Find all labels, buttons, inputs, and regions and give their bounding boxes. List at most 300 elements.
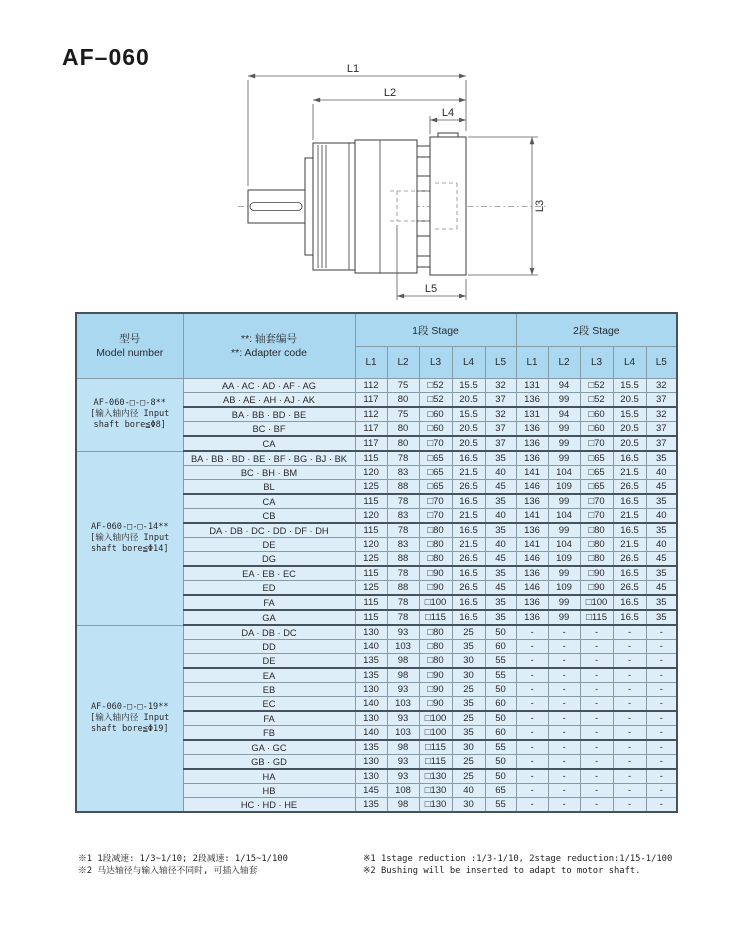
dim-value-cell: 50 (485, 769, 516, 784)
dim-value-cell: 99 (548, 494, 580, 509)
dim-value-cell: - (646, 697, 677, 712)
dim-value-cell: 37 (485, 393, 516, 408)
dim-value-cell: 75 (387, 379, 419, 393)
dim-value-cell: 94 (548, 407, 580, 422)
adapter-code-cell: BA · BB · BD · BE · BF · BG · BJ · BK (183, 451, 355, 466)
dim-value-cell: 125 (355, 581, 387, 596)
dim-value-cell: - (580, 654, 613, 669)
dim-value-cell: 135 (355, 740, 387, 755)
dim-value-cell: - (646, 711, 677, 726)
dim-value-cell: - (548, 784, 580, 798)
adapter-code-cell: FB (183, 726, 355, 741)
dim-value-cell: □90 (419, 697, 452, 712)
dim-value-cell: 26.5 (452, 480, 485, 495)
dim-value-cell: 35 (485, 610, 516, 625)
header-s2-l1: L1 (516, 347, 548, 379)
adapter-code-cell: AA · AC · AD · AF · AG (183, 379, 355, 393)
dim-value-cell: - (580, 711, 613, 726)
adapter-code-cell: CA (183, 436, 355, 451)
dim-value-cell: 35 (646, 566, 677, 581)
dim-value-cell: 93 (387, 769, 419, 784)
header-s1-l1: L1 (355, 347, 387, 379)
dim-value-cell: 16.5 (613, 494, 646, 509)
dim-value-cell: 83 (387, 466, 419, 480)
dim-value-cell: □65 (580, 480, 613, 495)
dim-value-cell: □65 (580, 466, 613, 480)
dim-value-cell: - (580, 697, 613, 712)
dim-value-cell: 21.5 (452, 538, 485, 552)
dim-value-cell: □80 (419, 523, 452, 538)
adapter-code-cell: CB (183, 509, 355, 524)
table-row (76, 451, 677, 466)
dim-value-cell: 109 (548, 480, 580, 495)
dim-value-cell: 16.5 (613, 451, 646, 466)
dim-value-cell: 99 (548, 610, 580, 625)
dim-value-cell: - (580, 625, 613, 640)
adapter-code-cell: DD (183, 640, 355, 654)
dim-value-cell: □90 (419, 668, 452, 683)
dim-value-cell: 104 (548, 466, 580, 480)
dim-value-cell: 125 (355, 552, 387, 567)
adapter-code-cell: CA (183, 494, 355, 509)
dim-value-cell: □80 (419, 538, 452, 552)
dim-value-cell: 40 (485, 466, 516, 480)
header-adapter-cn: **: 轴套编号 (240, 333, 297, 345)
dim-value-cell: 135 (355, 668, 387, 683)
dim-value-cell: □115 (580, 610, 613, 625)
dim-value-cell: - (646, 668, 677, 683)
dim-value-cell: □100 (419, 595, 452, 610)
dim-value-cell: 135 (355, 798, 387, 813)
dim-value-cell: 45 (646, 552, 677, 567)
adapter-code-cell: BA · BB · BD · BE (183, 407, 355, 422)
dim-value-cell: - (613, 654, 646, 669)
dim-value-cell: 37 (646, 422, 677, 437)
dim-value-cell: - (613, 798, 646, 813)
dim-label-l3: L3 (534, 199, 546, 213)
dim-value-cell: 80 (387, 393, 419, 408)
dim-value-cell: 15.5 (452, 407, 485, 422)
dim-value-cell: 117 (355, 436, 387, 451)
adapter-code-cell: DG (183, 552, 355, 567)
adapter-code-cell: ED (183, 581, 355, 596)
dim-value-cell: 130 (355, 625, 387, 640)
dim-value-cell: 40 (646, 509, 677, 524)
dim-value-cell: 88 (387, 581, 419, 596)
dim-value-cell: 115 (355, 566, 387, 581)
dim-value-cell: 25 (452, 711, 485, 726)
dim-value-cell: 35 (452, 697, 485, 712)
dim-value-cell: 35 (646, 451, 677, 466)
dim-label-l5: L5 (424, 283, 438, 295)
dim-value-cell: 21.5 (613, 509, 646, 524)
dim-value-cell: 131 (516, 407, 548, 422)
dim-value-cell: 15.5 (613, 379, 646, 393)
dim-value-cell: 94 (548, 379, 580, 393)
dim-value-cell: 104 (548, 538, 580, 552)
dim-value-cell: 32 (646, 379, 677, 393)
dim-value-cell: 78 (387, 566, 419, 581)
dim-value-cell: 50 (485, 683, 516, 697)
dim-value-cell: □70 (580, 509, 613, 524)
dim-value-cell: 115 (355, 494, 387, 509)
dim-value-cell: 135 (355, 654, 387, 669)
dim-value-cell: 78 (387, 610, 419, 625)
dim-value-cell: □65 (419, 466, 452, 480)
dim-value-cell: 32 (485, 407, 516, 422)
dim-value-cell: 35 (646, 595, 677, 610)
dim-value-cell: 112 (355, 407, 387, 422)
dim-value-cell: □70 (419, 494, 452, 509)
dim-value-cell: - (613, 726, 646, 741)
dim-value-cell: 16.5 (452, 566, 485, 581)
dim-value-cell: - (548, 769, 580, 784)
header-stage1: 1段 Stage (355, 313, 516, 347)
dim-value-cell: 26.5 (613, 480, 646, 495)
dim-label-l1: L1 (346, 63, 360, 75)
dim-value-cell: 16.5 (452, 494, 485, 509)
dim-value-cell: - (516, 798, 548, 813)
dim-value-cell: 50 (485, 711, 516, 726)
dim-value-cell: 32 (485, 379, 516, 393)
adapter-code-cell: GA · GC (183, 740, 355, 755)
dim-value-cell: □80 (580, 552, 613, 567)
dim-value-cell: □130 (419, 798, 452, 813)
dim-value-cell: - (613, 740, 646, 755)
dim-value-cell: - (516, 784, 548, 798)
dim-value-cell: - (613, 711, 646, 726)
dim-value-cell: 109 (548, 552, 580, 567)
dim-value-cell: 37 (485, 422, 516, 437)
dim-value-cell: □70 (419, 509, 452, 524)
dim-value-cell: □65 (419, 451, 452, 466)
footnote-en-1: ※1 1stage reduction :1/3-1/10, 2stage reduction:1/15-1/100 (363, 854, 673, 864)
dim-value-cell: - (580, 640, 613, 654)
shaft-flange (305, 158, 313, 255)
header-adapter-code (183, 313, 355, 379)
dim-value-cell: □115 (419, 610, 452, 625)
dim-value-cell: □65 (580, 451, 613, 466)
adapter-code-cell: DA · DB · DC (183, 625, 355, 640)
dim-value-cell: 78 (387, 595, 419, 610)
header-s2-l2: L2 (548, 347, 580, 379)
dim-value-cell: 78 (387, 523, 419, 538)
dim-value-cell: - (613, 640, 646, 654)
dim-value-cell: - (516, 755, 548, 770)
dim-value-cell: 131 (516, 379, 548, 393)
dim-value-cell: - (516, 726, 548, 741)
dim-value-cell: 99 (548, 566, 580, 581)
dim-value-cell: 112 (355, 379, 387, 393)
dim-value-cell: 136 (516, 595, 548, 610)
footnote-en-2: ※2 Bushing will be inserted to adapt to motor shaft. (363, 866, 641, 876)
adapter-code-cell: DA · DB · DC · DD · DF · DH (183, 523, 355, 538)
header-s2-l5: L5 (646, 347, 677, 379)
model-number-cell: AF-060-□-□-8** [输入轴内径 Input shaft bore≦Φ8] (76, 379, 183, 452)
dim-value-cell: - (548, 740, 580, 755)
dim-value-cell: □70 (419, 436, 452, 451)
dim-value-cell: 75 (387, 407, 419, 422)
dim-value-cell: □52 (580, 379, 613, 393)
dim-value-cell: 60 (485, 726, 516, 741)
dim-value-cell: 30 (452, 798, 485, 813)
dim-value-cell: 136 (516, 393, 548, 408)
dim-value-cell: 15.5 (613, 407, 646, 422)
dim-value-cell: 93 (387, 625, 419, 640)
dim-value-cell: 98 (387, 654, 419, 669)
dim-label-l4: L4 (441, 107, 455, 119)
dim-value-cell: 80 (387, 422, 419, 437)
dim-value-cell: 99 (548, 422, 580, 437)
dim-value-cell: 35 (452, 640, 485, 654)
adapter-code-cell: GA (183, 610, 355, 625)
dim-value-cell: - (548, 697, 580, 712)
dim-value-cell: □52 (419, 379, 452, 393)
table-row (76, 379, 677, 393)
dim-value-cell: 37 (485, 436, 516, 451)
dim-value-cell: □80 (580, 538, 613, 552)
dim-value-cell: - (516, 740, 548, 755)
dim-value-cell: - (646, 755, 677, 770)
dim-value-cell: - (580, 798, 613, 813)
dim-value-cell: 20.5 (613, 422, 646, 437)
dim-value-cell: 141 (516, 538, 548, 552)
dim-value-cell: 15.5 (452, 379, 485, 393)
dim-value-cell: 146 (516, 552, 548, 567)
dim-value-cell: 60 (485, 640, 516, 654)
dim-value-cell: 35 (646, 494, 677, 509)
dim-value-cell: 136 (516, 451, 548, 466)
standoff-tab (417, 256, 430, 267)
dim-value-cell: 26.5 (452, 552, 485, 567)
dim-value-cell: 35 (485, 566, 516, 581)
dim-value-cell: 140 (355, 640, 387, 654)
dim-value-cell: □70 (580, 436, 613, 451)
dim-value-cell: - (548, 683, 580, 697)
dim-value-cell: 130 (355, 755, 387, 770)
dim-value-cell: 117 (355, 393, 387, 408)
dim-value-cell: 16.5 (613, 610, 646, 625)
dim-value-cell: - (613, 625, 646, 640)
adapter-code-cell: HA (183, 769, 355, 784)
dim-value-cell: 40 (452, 784, 485, 798)
adapter-code-cell: FA (183, 711, 355, 726)
dim-value-cell: 140 (355, 726, 387, 741)
dim-value-cell: 146 (516, 480, 548, 495)
dim-value-cell: □60 (580, 422, 613, 437)
dim-value-cell: 99 (548, 436, 580, 451)
dim-value-cell: - (646, 683, 677, 697)
dim-value-cell: 50 (485, 755, 516, 770)
dim-value-cell: 35 (452, 726, 485, 741)
dim-value-cell: - (516, 654, 548, 669)
dim-value-cell: 25 (452, 625, 485, 640)
dim-value-cell: 35 (485, 595, 516, 610)
header-adapter-en: **: Adapter code (231, 347, 307, 359)
dim-value-cell: 98 (387, 740, 419, 755)
dim-value-cell: 78 (387, 494, 419, 509)
header-s2-l4: L4 (613, 347, 646, 379)
dim-value-cell: 99 (548, 595, 580, 610)
dim-value-cell: 141 (516, 466, 548, 480)
gearbox-dimension-drawing (220, 58, 550, 310)
dim-value-cell: 55 (485, 740, 516, 755)
dim-value-cell: - (646, 798, 677, 813)
dim-value-cell: 20.5 (452, 436, 485, 451)
dim-value-cell: 103 (387, 640, 419, 654)
adapter-code-cell: EA · EB · EC (183, 566, 355, 581)
dim-value-cell: 30 (452, 740, 485, 755)
dim-value-cell: 35 (485, 494, 516, 509)
dim-value-cell: □100 (419, 711, 452, 726)
adapter-code-cell: EC (183, 697, 355, 712)
dim-value-cell: 25 (452, 755, 485, 770)
dim-value-cell: 93 (387, 755, 419, 770)
dim-value-cell: 37 (646, 393, 677, 408)
dim-value-cell: - (646, 654, 677, 669)
dim-value-cell: 25 (452, 683, 485, 697)
dim-value-cell: - (516, 640, 548, 654)
dim-value-cell: □52 (580, 393, 613, 408)
dim-value-cell: - (580, 769, 613, 784)
dim-value-cell: 45 (646, 581, 677, 596)
dim-value-cell: 30 (452, 654, 485, 669)
dim-value-cell: 55 (485, 654, 516, 669)
dim-value-cell: 136 (516, 436, 548, 451)
dim-value-cell: 45 (485, 480, 516, 495)
dim-value-cell: □90 (419, 581, 452, 596)
header-s1-l4: L4 (452, 347, 485, 379)
dim-value-cell: □80 (580, 523, 613, 538)
dim-value-cell: - (548, 625, 580, 640)
dim-value-cell: 130 (355, 769, 387, 784)
adapter-code-cell: EB (183, 683, 355, 697)
adapter-code-cell: AB · AE · AH · AJ · AK (183, 393, 355, 408)
dim-value-cell: - (613, 697, 646, 712)
dim-value-cell: 40 (646, 466, 677, 480)
dim-value-cell: □100 (580, 595, 613, 610)
dim-value-cell: 130 (355, 683, 387, 697)
dim-value-cell: - (548, 726, 580, 741)
dim-value-cell: 99 (548, 451, 580, 466)
dim-value-cell: 136 (516, 422, 548, 437)
header-model-en: Model number (96, 347, 164, 359)
dim-value-cell: 99 (548, 393, 580, 408)
dim-value-cell: 45 (485, 552, 516, 567)
dim-value-cell: 20.5 (452, 393, 485, 408)
dim-value-cell: - (646, 640, 677, 654)
dim-value-cell: 93 (387, 711, 419, 726)
dim-value-cell: 98 (387, 668, 419, 683)
dim-value-cell: - (548, 755, 580, 770)
dim-value-cell: - (580, 755, 613, 770)
dim-value-cell: 16.5 (613, 523, 646, 538)
dim-label-l2: L2 (383, 87, 397, 99)
dim-value-cell: 115 (355, 523, 387, 538)
dim-value-cell: 21.5 (452, 509, 485, 524)
dim-value-cell: 88 (387, 552, 419, 567)
dim-value-cell: 103 (387, 726, 419, 741)
table-row (76, 625, 677, 640)
dim-value-cell: - (516, 711, 548, 726)
dim-value-cell: □60 (419, 407, 452, 422)
dim-value-cell: - (613, 769, 646, 784)
dim-value-cell: 88 (387, 480, 419, 495)
dim-value-cell: □130 (419, 784, 452, 798)
page-title: AF–060 (62, 44, 150, 70)
adapter-code-cell: BL (183, 480, 355, 495)
dim-value-cell: 16.5 (613, 595, 646, 610)
dim-value-cell: 146 (516, 581, 548, 596)
dim-value-cell: - (580, 683, 613, 697)
header-s2-l3: L3 (580, 347, 613, 379)
dim-value-cell: 141 (516, 509, 548, 524)
dim-value-cell: 21.5 (613, 538, 646, 552)
header-model-cn: 型号 (119, 333, 141, 345)
dim-value-cell: □70 (580, 494, 613, 509)
dim-value-cell: 26.5 (613, 552, 646, 567)
dim-value-cell: - (580, 668, 613, 683)
adapter-code-cell: EA (183, 668, 355, 683)
dim-value-cell: 120 (355, 509, 387, 524)
dim-value-cell: 120 (355, 466, 387, 480)
dim-value-cell: 136 (516, 523, 548, 538)
dim-value-cell: □80 (419, 654, 452, 669)
dim-value-cell: 35 (485, 451, 516, 466)
dim-value-cell: 98 (387, 798, 419, 813)
dim-value-cell: 108 (387, 784, 419, 798)
adapter-code-cell: DE (183, 538, 355, 552)
adapter-code-cell: HB (183, 784, 355, 798)
dim-value-cell: 25 (452, 769, 485, 784)
dim-value-cell: 125 (355, 480, 387, 495)
adapter-code-cell: GB · GD (183, 755, 355, 770)
dim-value-cell: 16.5 (452, 610, 485, 625)
spec-table (75, 312, 676, 813)
dim-value-cell: 45 (485, 581, 516, 596)
dim-value-cell: 40 (646, 538, 677, 552)
standoff-tab (417, 221, 430, 236)
dim-value-cell: 20.5 (613, 436, 646, 451)
dim-value-cell: 26.5 (613, 581, 646, 596)
footnote-cn-2: ※2 马达轴径与输入轴径不同时, 可插入轴套 (78, 866, 258, 876)
adapter-code-cell: DE (183, 654, 355, 669)
dim-value-cell: □130 (419, 769, 452, 784)
dim-value-cell: - (646, 625, 677, 640)
dim-value-cell: 140 (355, 697, 387, 712)
dim-value-cell: - (646, 769, 677, 784)
dim-value-cell: 60 (485, 697, 516, 712)
dim-value-cell: - (516, 625, 548, 640)
dim-value-cell: 45 (646, 480, 677, 495)
dim-value-cell: - (548, 798, 580, 813)
spec-table-body (76, 379, 677, 813)
dim-value-cell: 145 (355, 784, 387, 798)
dim-value-cell: 35 (646, 610, 677, 625)
dim-value-cell: - (516, 697, 548, 712)
dim-value-cell: - (580, 784, 613, 798)
dim-value-cell: 136 (516, 494, 548, 509)
adapter-code-cell: BC · BF (183, 422, 355, 437)
dim-value-cell: □80 (419, 625, 452, 640)
dim-value-cell: - (580, 726, 613, 741)
dim-value-cell: 32 (646, 407, 677, 422)
dim-value-cell: - (516, 769, 548, 784)
dim-value-cell: - (646, 726, 677, 741)
dim-value-cell: 130 (355, 711, 387, 726)
dim-value-cell: □90 (580, 581, 613, 596)
dim-value-cell: □80 (419, 552, 452, 567)
